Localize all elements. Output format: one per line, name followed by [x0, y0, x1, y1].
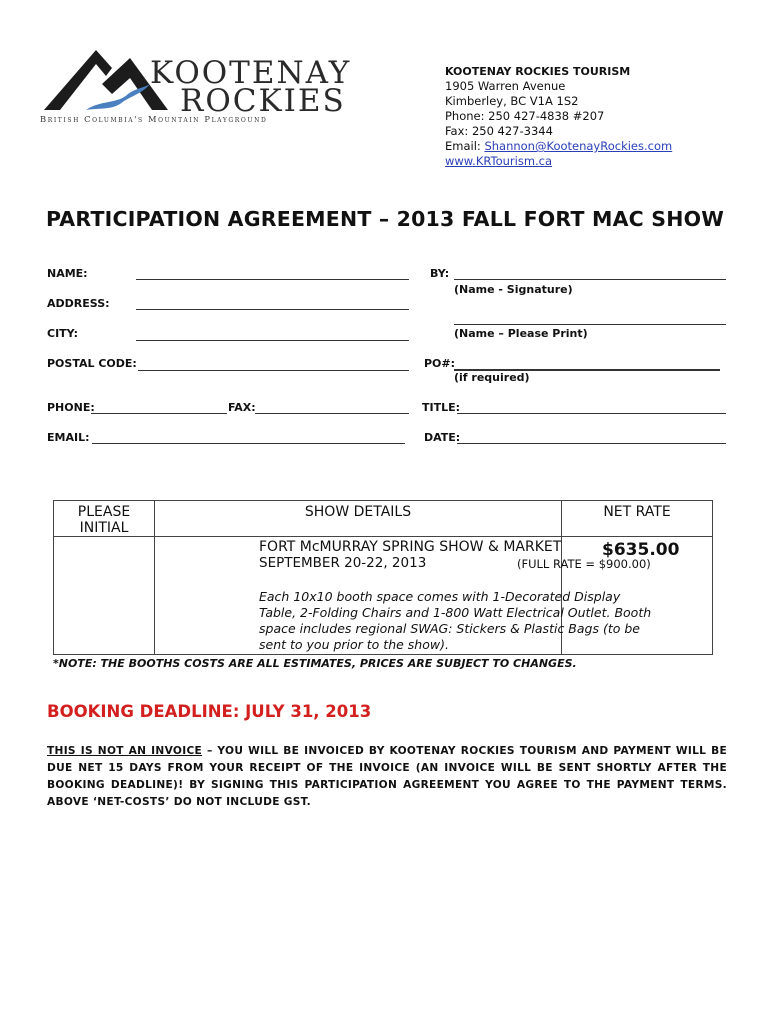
- postal-code-label: POSTAL CODE:: [47, 357, 137, 370]
- by-label: BY:: [430, 267, 450, 280]
- net-rate-value: $635.00: [602, 540, 680, 560]
- contact-email-label: Email:: [445, 139, 485, 153]
- table-row: [54, 537, 713, 655]
- contact-city: Kimberley, BC V1A 1S2: [445, 94, 579, 108]
- initial-cell[interactable]: [54, 537, 155, 655]
- payment-terms: [47, 743, 727, 811]
- col-show-details: SHOW DETAILS: [155, 501, 562, 537]
- contact-email-row: [445, 139, 672, 154]
- contact-website-link[interactable]: www.KRTourism.ca: [445, 154, 553, 168]
- pricing-note: *NOTE: THE BOOTHS COSTS ARE ALL ESTIMATES, PRICES ARE SUBJECT TO CHANGES.: [53, 657, 577, 670]
- city-field[interactable]: [136, 340, 409, 341]
- name-field[interactable]: [136, 279, 409, 280]
- city-label: CITY:: [47, 327, 79, 340]
- not-an-invoice-text: THIS IS NOT AN INVOICE: [47, 745, 203, 757]
- col-please-initial: PLEASE INITIAL: [54, 501, 155, 537]
- email-field[interactable]: [92, 443, 405, 444]
- date-field[interactable]: [457, 443, 726, 444]
- address-field[interactable]: [136, 309, 409, 310]
- contact-address: 1905 Warren Avenue: [445, 79, 566, 93]
- contact-phone: Phone: 250 427-4838 #207: [445, 109, 605, 123]
- col-net-rate: NET RATE: [562, 501, 713, 537]
- table-header-row: [54, 501, 713, 537]
- phone-field[interactable]: [91, 413, 227, 414]
- event-dates: SEPTEMBER 20-22, 2013: [259, 555, 427, 571]
- po-label: PO#:: [424, 357, 456, 370]
- date-label: DATE:: [424, 431, 461, 444]
- phone-label: PHONE:: [47, 401, 95, 414]
- print-name-field[interactable]: [454, 324, 726, 325]
- contact-email-link[interactable]: Shannon@KootenayRockies.com: [484, 139, 673, 153]
- print-name-hint: (Name – Please Print): [454, 327, 588, 340]
- address-label: ADDRESS:: [47, 297, 110, 310]
- logo-wordmark-kootenay: KOOTENAY: [150, 55, 352, 91]
- postal-code-field[interactable]: [138, 370, 409, 371]
- fax-label: FAX:: [228, 401, 256, 414]
- logo-tagline: British Columbia's Mountain Playground: [40, 114, 268, 124]
- terms-text: – YOU WILL BE INVOICED BY KOOTENAY ROCKIES TOURISM AND PAYMENT WILL BE DUE NET 15 DAYS FROM YOUR RECEIPT OF THE INVOICE (AN INVOICE WILL BE SENT SHORTLY AFTER THE BOOKING DEADLINE)! BY SIGNING THIS PARTICIPATION AGREEMENT YOU AGREE TO THE PAYMENT TERMS. ABOVE ‘NET-COSTS’ DO NOT INCLUDE GST.: [47, 745, 727, 808]
- kootenay-rockies-logo: [40, 44, 352, 134]
- event-title: FORT McMURRAY SPRING SHOW & MARKET: [259, 539, 562, 555]
- booth-description: Each 10x10 booth space comes with 1-Decorated Display Table, 2-Folding Chairs and 1-800 Watt Electrical Outlet. Booth space includes regional SWAG: Stickers & Plastic Bags (to be sent to you prior to the show).: [259, 589, 652, 652]
- contact-org: KOOTENAY ROCKIES TOURISM: [445, 65, 631, 78]
- signature-field[interactable]: [454, 279, 726, 280]
- fax-field[interactable]: [255, 413, 409, 414]
- po-hint: (if required): [454, 371, 530, 384]
- title-label: TITLE:: [422, 401, 461, 414]
- contact-fax: Fax: 250 427-3344: [445, 124, 553, 138]
- name-label: NAME:: [47, 267, 88, 280]
- title-field[interactable]: [457, 413, 726, 414]
- booking-deadline: BOOKING DEADLINE: JULY 31, 2013: [47, 702, 372, 721]
- contact-block: [445, 64, 672, 169]
- show-details-table: [53, 500, 713, 655]
- page-title: PARTICIPATION AGREEMENT – 2013 FALL FORT MAC SHOW: [45, 207, 725, 231]
- event-full-rate: (FULL RATE = $900.00): [517, 557, 651, 571]
- email-label: EMAIL:: [47, 431, 90, 444]
- signature-hint: (Name - Signature): [454, 283, 573, 296]
- logo-wordmark-rockies: ROCKIES: [180, 83, 346, 119]
